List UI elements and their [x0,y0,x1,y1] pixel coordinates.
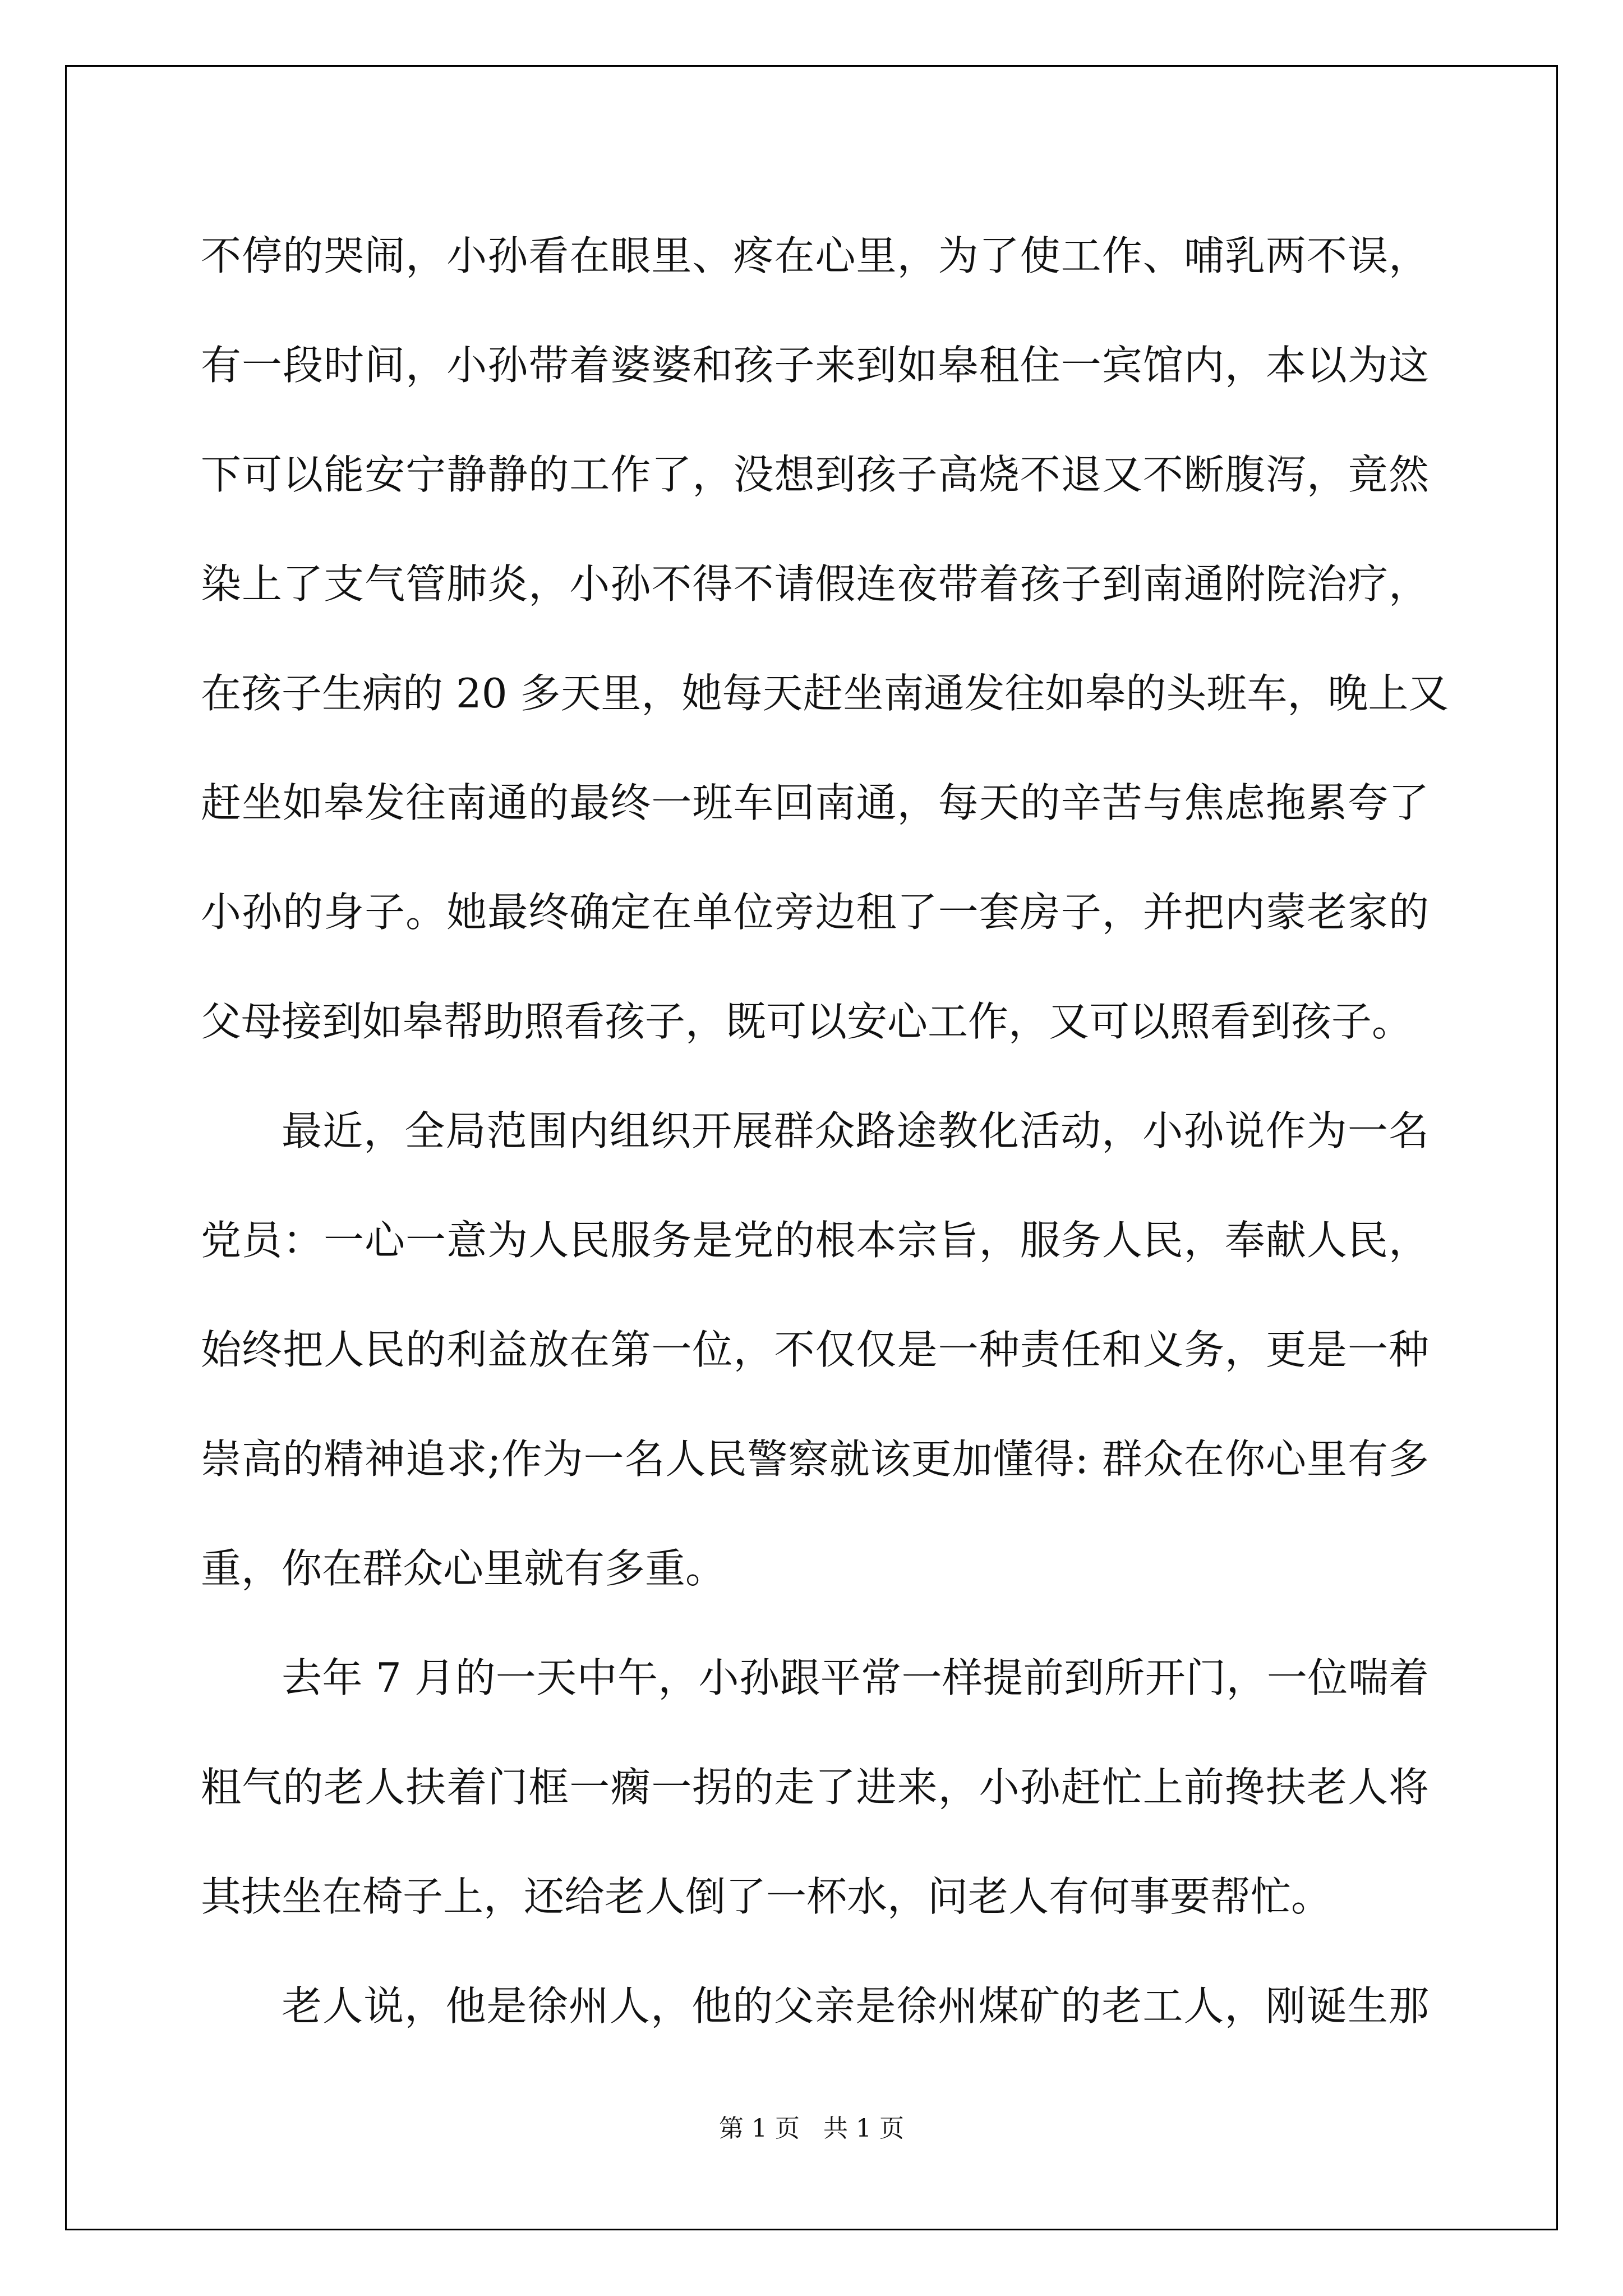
text-line-4: 染上了支气管肺炎，小孙不得不请假连夜带着孩子到南通附院治疗， [201,560,1429,608]
text-line-12: 崇高的精神追求;作为一名人民警察就该更加懂得: 群众在你心里有多 [201,1435,1429,1483]
text-line-15: 粗气的老人扶着门框一瘸一拐的走了进来，小孙赶忙上前搀扶老人将 [201,1764,1429,1811]
text-line-3: 下可以能安宁静静的工作了，没想到孩子高烧不退又不断腹泻，竟然 [201,451,1429,498]
text-line-6: 赶坐如皋发往南通的最终一班车回南通，每天的辛苦与焦虑拖累夸了 [201,779,1429,826]
text-line-8: 父母接到如皋帮助照看孩子，既可以安心工作，又可以照看到孩子。 [201,998,1413,1045]
text-line-17: 老人说，他是徐州人，他的父亲是徐州煤矿的老工人，刚诞生那 [282,1982,1429,2030]
text-line-14: 去年 7 月的一天中午，小孙跟平常一样提前到所开门，一位喘着 [282,1654,1429,1701]
text-line-10: 党员：一心一意为人民服务是党的根本宗旨，服务人民，奉献人民， [201,1217,1429,1264]
document-body [201,201,1449,2061]
text-line-16: 其扶坐在椅子上，还给老人倒了一杯水，问老人有何事要帮忙。 [201,1873,1332,1920]
text-line-1: 不停的哭闹，小孙看在眼里、疼在心里，为了使工作、哺乳两不误， [201,232,1429,279]
text-line-7: 小孙的身子。她最终确定在单位旁边租了一套房子，并把内蒙老家的 [201,889,1429,936]
text-line-2: 有一段时间，小孙带着婆婆和孩子来到如皋租住一宾馆内，本以为这 [201,342,1429,389]
text-line-11: 始终把人民的利益放在第一位，不仅仅是一种责任和义务，更是一种 [201,1326,1429,1373]
text-line-9: 最近，全局范围内组织开展群众路途教化活动，小孙说作为一名 [282,1107,1429,1154]
text-line-13: 重，你在群众心里就有多重。 [201,1545,726,1592]
page-footer: 第 1 页 共 1 页 [719,2114,904,2143]
text-line-5: 在孩子生病的 20 多天里，她每天赶坐南通发往如皋的头班车，晚上又 [201,670,1449,717]
